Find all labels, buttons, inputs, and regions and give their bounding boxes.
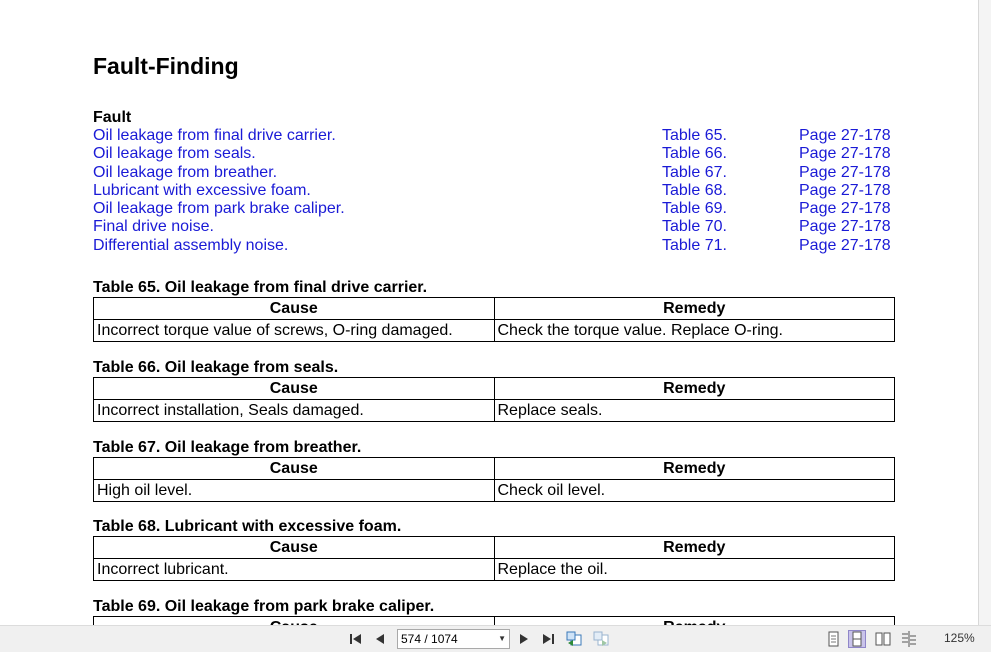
table-row xyxy=(94,559,895,581)
facing-pages-icon xyxy=(874,630,892,648)
vertical-scrollbar[interactable] xyxy=(978,0,991,625)
first-page-button[interactable] xyxy=(347,630,365,648)
fault-table-link[interactable]: Table 69. xyxy=(662,200,727,218)
fault-table-link[interactable]: Table 70. xyxy=(662,218,727,236)
continuous-page-icon xyxy=(849,631,865,647)
cause-cell: Incorrect torque value of screws, O-ring damaged. xyxy=(94,320,495,342)
fault-page-link[interactable]: Page 27-178 xyxy=(799,145,891,163)
table-header-row xyxy=(94,537,895,559)
table-header-row xyxy=(94,378,895,400)
fault-link[interactable]: Oil leakage from seals. xyxy=(93,145,256,163)
table-header-row xyxy=(94,298,895,320)
fault-index xyxy=(93,109,896,255)
fault-row xyxy=(93,200,896,218)
table-block xyxy=(93,279,895,342)
fault-row xyxy=(93,182,896,200)
remedy-header: Remedy xyxy=(494,537,895,559)
zoom-level[interactable]: 125% xyxy=(944,631,975,645)
cause-cell: Incorrect installation, Seals damaged. xyxy=(94,400,495,422)
fault-header: Fault xyxy=(93,109,132,126)
go-back-button[interactable] xyxy=(565,630,583,648)
viewer-toolbar xyxy=(0,625,991,652)
fault-link[interactable]: Differential assembly noise. xyxy=(93,236,289,254)
fault-table xyxy=(93,297,895,342)
table-caption: Table 67. Oil leakage from breather. xyxy=(93,439,362,456)
single-page-view-button[interactable] xyxy=(824,630,842,648)
fault-page-link[interactable]: Page 27-178 xyxy=(799,200,891,218)
fault-link[interactable]: Oil leakage from breather. xyxy=(93,163,278,181)
page-indicator: 574 / 1074 xyxy=(401,632,458,646)
fault-table-link[interactable]: Table 68. xyxy=(662,181,727,199)
last-page-button[interactable] xyxy=(539,630,557,648)
table-caption: Table 65. Oil leakage from final drive carrier. xyxy=(93,279,428,296)
first-page-icon xyxy=(347,630,365,648)
fault-page-link[interactable]: Page 27-178 xyxy=(799,218,891,236)
fault-table xyxy=(93,377,895,422)
cause-header: Cause xyxy=(94,458,495,480)
fault-table xyxy=(93,457,895,502)
table-row xyxy=(94,400,895,422)
table-block xyxy=(93,439,895,502)
remedy-cell: Replace the oil. xyxy=(494,559,895,581)
page-number-select[interactable] xyxy=(397,629,510,649)
chevron-down-icon: ▼ xyxy=(498,634,506,643)
table-header-row xyxy=(94,458,895,480)
table-row xyxy=(94,320,895,342)
fault-page-link[interactable]: Page 27-178 xyxy=(799,181,891,199)
remedy-cell: Replace seals. xyxy=(494,400,895,422)
fault-page-link[interactable]: Page 27-178 xyxy=(799,236,891,254)
page-title: Fault-Finding xyxy=(93,53,239,79)
cause-header: Cause xyxy=(94,298,495,320)
fault-table-link[interactable]: Table 65. xyxy=(662,127,727,144)
fault-row xyxy=(93,218,896,236)
continuous-view-button[interactable] xyxy=(848,630,866,648)
table-row xyxy=(94,480,895,502)
continuous-facing-view-button[interactable] xyxy=(900,630,918,648)
continuous-facing-icon xyxy=(900,630,918,648)
remedy-header: Remedy xyxy=(494,458,895,480)
fault-page-link[interactable]: Page 27-178 xyxy=(799,127,891,144)
go-forward-button[interactable] xyxy=(592,630,610,648)
fault-row xyxy=(93,145,896,163)
fault-link[interactable]: Oil leakage from park brake caliper. xyxy=(93,200,345,218)
fault-table-link[interactable]: Table 66. xyxy=(662,145,727,163)
table-caption: Table 68. Lubricant with excessive foam. xyxy=(93,518,402,535)
previous-page-icon xyxy=(371,630,389,648)
cause-cell: High oil level. xyxy=(94,480,495,502)
single-page-icon xyxy=(824,630,842,648)
go-forward-icon xyxy=(592,630,610,648)
table-block xyxy=(93,518,895,581)
fault-table-link[interactable]: Table 67. xyxy=(662,163,727,181)
fault-link[interactable]: Oil leakage from final drive carrier. xyxy=(93,127,336,144)
cause-header: Cause xyxy=(94,378,495,400)
fault-link[interactable]: Lubricant with excessive foam. xyxy=(93,181,311,199)
remedy-header: Remedy xyxy=(494,378,895,400)
go-back-icon xyxy=(565,630,583,648)
facing-view-button[interactable] xyxy=(874,630,892,648)
remedy-cell: Check oil level. xyxy=(494,480,895,502)
table-caption: Table 69. Oil leakage from park brake caliper. xyxy=(93,598,435,615)
fault-row xyxy=(93,127,896,145)
fault-row xyxy=(93,164,896,182)
cause-cell: Incorrect lubricant. xyxy=(94,559,495,581)
fault-row xyxy=(93,237,896,255)
next-page-icon xyxy=(515,630,533,648)
next-page-button[interactable] xyxy=(515,630,533,648)
table-caption: Table 66. Oil leakage from seals. xyxy=(93,359,339,376)
fault-table-link[interactable]: Table 71. xyxy=(662,236,727,254)
fault-table xyxy=(93,536,895,581)
previous-page-button[interactable] xyxy=(371,630,389,648)
remedy-header: Remedy xyxy=(494,298,895,320)
cause-header: Cause xyxy=(94,537,495,559)
table-block xyxy=(93,359,895,422)
fault-page-link[interactable]: Page 27-178 xyxy=(799,163,891,181)
last-page-icon xyxy=(539,630,557,648)
remedy-cell: Check the torque value. Replace O-ring. xyxy=(494,320,895,342)
fault-link[interactable]: Final drive noise. xyxy=(93,218,214,236)
